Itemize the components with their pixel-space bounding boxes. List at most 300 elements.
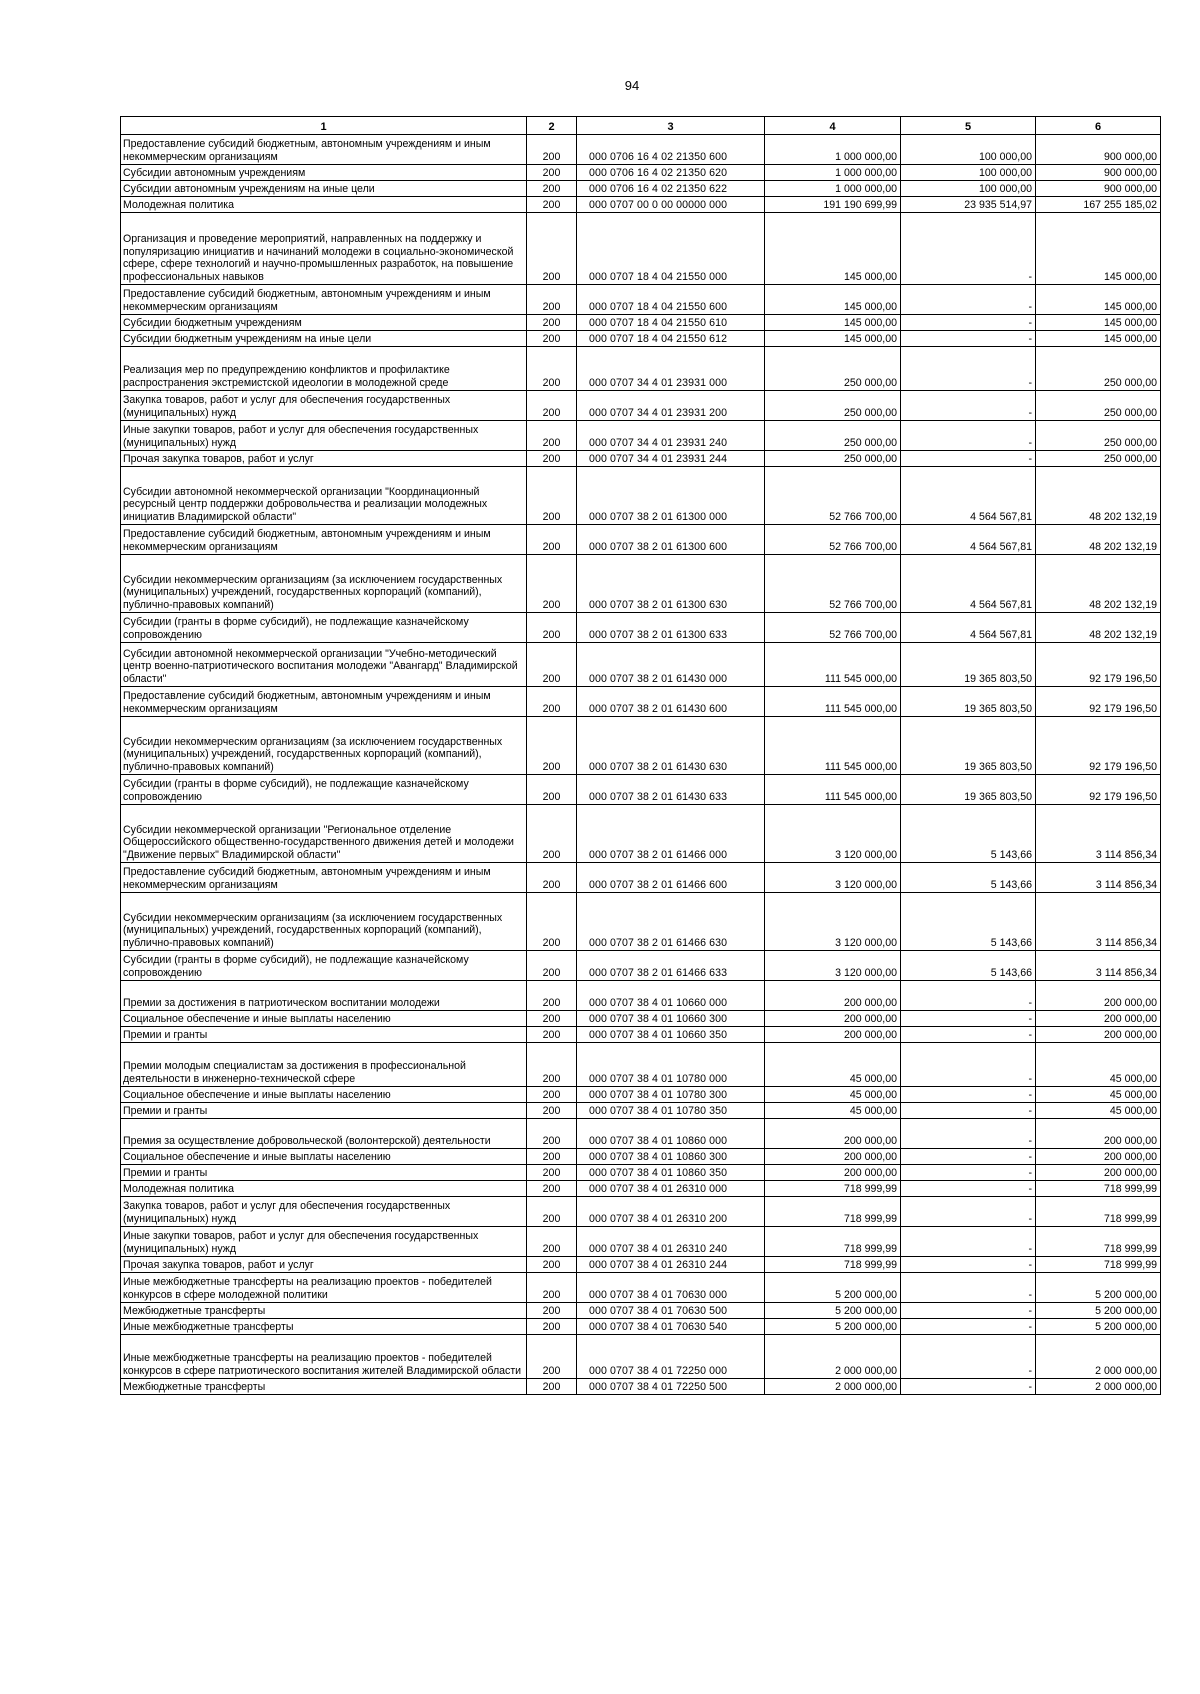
row-approved-amount: 250 000,00 [765, 451, 901, 467]
table-row [121, 421, 1161, 451]
row-name: Межбюджетные трансферты [121, 1303, 527, 1319]
row-budget-code: 000 0707 18 4 04 21550 610 [577, 315, 765, 331]
row-approved-amount: 200 000,00 [765, 1011, 901, 1027]
row-unexecuted-amount: 200 000,00 [1036, 1011, 1161, 1027]
row-approved-amount: 45 000,00 [765, 1043, 901, 1087]
row-budget-code: 000 0707 38 4 01 10660 000 [577, 981, 765, 1011]
row-admin-code: 200 [527, 1165, 577, 1181]
row-approved-amount: 250 000,00 [765, 347, 901, 391]
row-budget-code: 000 0707 38 4 01 26310 244 [577, 1257, 765, 1273]
row-executed-amount: - [901, 1011, 1036, 1027]
row-name: Организация и проведение мероприятий, направленных на поддержку и популяризацию инициатив и начинаний молодежи в социально-экономической сфере, сфере технологий и научно-промышленных разработок, на повышение профессиональных навыков [121, 213, 527, 285]
row-admin-code: 200 [527, 717, 577, 775]
row-approved-amount: 200 000,00 [765, 1165, 901, 1181]
row-budget-code: 000 0707 38 2 01 61300 630 [577, 555, 765, 613]
row-budget-code: 000 0706 16 4 02 21350 620 [577, 165, 765, 181]
row-executed-amount: - [901, 421, 1036, 451]
row-budget-code: 000 0707 38 4 01 26310 000 [577, 1181, 765, 1197]
row-admin-code: 200 [527, 467, 577, 525]
row-admin-code: 200 [527, 1379, 577, 1395]
row-name: Премии и гранты [121, 1027, 527, 1043]
row-executed-amount: - [901, 451, 1036, 467]
row-executed-amount: 4 564 567,81 [901, 467, 1036, 525]
row-name: Премия за осуществление добровольческой (волонтерской) деятельности [121, 1119, 527, 1149]
row-approved-amount: 250 000,00 [765, 391, 901, 421]
row-executed-amount: 19 365 803,50 [901, 687, 1036, 717]
row-admin-code: 200 [527, 347, 577, 391]
row-approved-amount: 111 545 000,00 [765, 687, 901, 717]
row-executed-amount: 19 365 803,50 [901, 775, 1036, 805]
row-name: Молодежная политика [121, 197, 527, 213]
row-executed-amount: - [901, 1165, 1036, 1181]
row-name: Социальное обеспечение и иные выплаты населению [121, 1087, 527, 1103]
header-row [121, 117, 1161, 135]
row-admin-code: 200 [527, 805, 577, 863]
table-row [121, 1119, 1161, 1149]
row-admin-code: 200 [527, 1197, 577, 1227]
row-approved-amount: 1 000 000,00 [765, 181, 901, 197]
row-executed-amount: - [901, 391, 1036, 421]
row-approved-amount: 5 200 000,00 [765, 1273, 901, 1303]
header-col-3: 3 [577, 117, 765, 135]
table-row [121, 1103, 1161, 1119]
row-approved-amount: 145 000,00 [765, 213, 901, 285]
header-col-2: 2 [527, 117, 577, 135]
row-executed-amount: 4 564 567,81 [901, 613, 1036, 643]
row-approved-amount: 5 200 000,00 [765, 1303, 901, 1319]
row-name: Субсидии некоммерческой организации "Региональное отделение Общероссийского общественно-государственного движения детей и молодежи "Движение первых" Владимирской области" [121, 805, 527, 863]
row-unexecuted-amount: 92 179 196,50 [1036, 717, 1161, 775]
row-name: Субсидии автономной некоммерческой организации "Учебно-методический центр военно-патриотического воспитания молодежи "Авангард" Владимирской области" [121, 643, 527, 687]
row-name: Субсидии бюджетным учреждениям [121, 315, 527, 331]
table-row [121, 717, 1161, 775]
table-row [121, 1087, 1161, 1103]
row-budget-code: 000 0707 38 2 01 61300 633 [577, 613, 765, 643]
row-approved-amount: 145 000,00 [765, 315, 901, 331]
table-row [121, 1273, 1161, 1303]
row-name: Иные межбюджетные трансферты на реализацию проектов - победителей конкурсов в сфере патриотического воспитания жителей Владимирской области [121, 1335, 527, 1379]
row-budget-code: 000 0707 38 4 01 70630 000 [577, 1273, 765, 1303]
row-budget-code: 000 0707 38 4 01 72250 500 [577, 1379, 765, 1395]
row-budget-code: 000 0707 38 2 01 61300 600 [577, 525, 765, 555]
row-admin-code: 200 [527, 1257, 577, 1273]
row-budget-code: 000 0707 38 4 01 10860 000 [577, 1119, 765, 1149]
row-admin-code: 200 [527, 1103, 577, 1119]
row-executed-amount: - [901, 347, 1036, 391]
table-row [121, 1165, 1161, 1181]
row-name: Закупка товаров, работ и услуг для обеспечения государственных (муниципальных) нужд [121, 391, 527, 421]
row-admin-code: 200 [527, 1303, 577, 1319]
row-admin-code: 200 [527, 451, 577, 467]
header-col-6: 6 [1036, 117, 1161, 135]
row-executed-amount: - [901, 1273, 1036, 1303]
row-unexecuted-amount: 718 999,99 [1036, 1197, 1161, 1227]
table-row [121, 213, 1161, 285]
table-row [121, 951, 1161, 981]
row-name: Реализация мер по предупреждению конфликтов и профилактике распространения экстремистской идеологии в молодежной среде [121, 347, 527, 391]
row-executed-amount: 5 143,66 [901, 893, 1036, 951]
row-name: Иные закупки товаров, работ и услуг для обеспечения государственных (муниципальных) нужд [121, 421, 527, 451]
row-name: Премии за достижения в патриотическом воспитании молодежи [121, 981, 527, 1011]
row-executed-amount: - [901, 285, 1036, 315]
table-row [121, 643, 1161, 687]
row-executed-amount: - [901, 315, 1036, 331]
row-executed-amount: - [901, 1043, 1036, 1087]
row-unexecuted-amount: 48 202 132,19 [1036, 467, 1161, 525]
row-budget-code: 000 0707 38 2 01 61466 600 [577, 863, 765, 893]
row-approved-amount: 111 545 000,00 [765, 643, 901, 687]
row-name: Иные межбюджетные трансферты [121, 1319, 527, 1335]
row-executed-amount: 5 143,66 [901, 863, 1036, 893]
row-unexecuted-amount: 200 000,00 [1036, 1165, 1161, 1181]
row-budget-code: 000 0707 38 2 01 61430 600 [577, 687, 765, 717]
row-admin-code: 200 [527, 1273, 577, 1303]
row-unexecuted-amount: 48 202 132,19 [1036, 613, 1161, 643]
row-unexecuted-amount: 45 000,00 [1036, 1087, 1161, 1103]
row-budget-code: 000 0707 38 4 01 26310 200 [577, 1197, 765, 1227]
row-name: Предоставление субсидий бюджетным, автономным учреждениям и иным некоммерческим организациям [121, 135, 527, 165]
row-approved-amount: 145 000,00 [765, 331, 901, 347]
row-unexecuted-amount: 48 202 132,19 [1036, 555, 1161, 613]
row-budget-code: 000 0707 38 4 01 10780 300 [577, 1087, 765, 1103]
row-unexecuted-amount: 200 000,00 [1036, 1119, 1161, 1149]
row-budget-code: 000 0707 18 4 04 21550 000 [577, 213, 765, 285]
row-name: Субсидии бюджетным учреждениям на иные цели [121, 331, 527, 347]
table-row [121, 1011, 1161, 1027]
row-name: Предоставление субсидий бюджетным, автономным учреждениям и иным некоммерческим организациям [121, 687, 527, 717]
row-unexecuted-amount: 3 114 856,34 [1036, 951, 1161, 981]
table-row [121, 197, 1161, 213]
table-row [121, 1257, 1161, 1273]
row-budget-code: 000 0707 34 4 01 23931 000 [577, 347, 765, 391]
row-unexecuted-amount: 145 000,00 [1036, 315, 1161, 331]
row-budget-code: 000 0707 34 4 01 23931 240 [577, 421, 765, 451]
row-admin-code: 200 [527, 1149, 577, 1165]
row-approved-amount: 1 000 000,00 [765, 165, 901, 181]
row-admin-code: 200 [527, 135, 577, 165]
row-unexecuted-amount: 3 114 856,34 [1036, 863, 1161, 893]
row-executed-amount: - [901, 1227, 1036, 1257]
row-unexecuted-amount: 3 114 856,34 [1036, 893, 1161, 951]
row-admin-code: 200 [527, 555, 577, 613]
row-unexecuted-amount: 92 179 196,50 [1036, 643, 1161, 687]
row-budget-code: 000 0707 38 4 01 10780 350 [577, 1103, 765, 1119]
table-row [121, 391, 1161, 421]
table-row [121, 687, 1161, 717]
table-row [121, 135, 1161, 165]
row-approved-amount: 200 000,00 [765, 1119, 901, 1149]
row-name: Субсидии автономным учреждениям на иные цели [121, 181, 527, 197]
row-unexecuted-amount: 2 000 000,00 [1036, 1379, 1161, 1395]
table-row [121, 893, 1161, 951]
row-admin-code: 200 [527, 197, 577, 213]
row-unexecuted-amount: 250 000,00 [1036, 391, 1161, 421]
row-admin-code: 200 [527, 863, 577, 893]
row-budget-code: 000 0707 38 4 01 10660 300 [577, 1011, 765, 1027]
row-approved-amount: 5 200 000,00 [765, 1319, 901, 1335]
row-unexecuted-amount: 92 179 196,50 [1036, 687, 1161, 717]
row-executed-amount: - [901, 1181, 1036, 1197]
row-name: Субсидии некоммерческим организациям (за исключением государственных (муниципальных) учреждений, государственных корпораций (компаний), публично-правовых компаний) [121, 717, 527, 775]
row-unexecuted-amount: 900 000,00 [1036, 135, 1161, 165]
table-row [121, 863, 1161, 893]
row-name: Субсидии (гранты в форме субсидий), не подлежащие казначейскому сопровождению [121, 951, 527, 981]
row-admin-code: 200 [527, 421, 577, 451]
row-admin-code: 200 [527, 1319, 577, 1335]
row-unexecuted-amount: 92 179 196,50 [1036, 775, 1161, 805]
row-approved-amount: 111 545 000,00 [765, 775, 901, 805]
row-approved-amount: 718 999,99 [765, 1227, 901, 1257]
row-admin-code: 200 [527, 1011, 577, 1027]
row-executed-amount: 19 365 803,50 [901, 643, 1036, 687]
row-executed-amount: - [901, 1119, 1036, 1149]
table-row [121, 1197, 1161, 1227]
row-admin-code: 200 [527, 331, 577, 347]
table-row [121, 1149, 1161, 1165]
table-row [121, 165, 1161, 181]
row-approved-amount: 45 000,00 [765, 1087, 901, 1103]
table-row [121, 1319, 1161, 1335]
row-executed-amount: 100 000,00 [901, 181, 1036, 197]
row-approved-amount: 718 999,99 [765, 1181, 901, 1197]
row-admin-code: 200 [527, 1119, 577, 1149]
row-admin-code: 200 [527, 181, 577, 197]
table-row [121, 1027, 1161, 1043]
row-unexecuted-amount: 250 000,00 [1036, 347, 1161, 391]
row-approved-amount: 200 000,00 [765, 981, 901, 1011]
row-budget-code: 000 0707 00 0 00 00000 000 [577, 197, 765, 213]
row-approved-amount: 52 766 700,00 [765, 525, 901, 555]
row-unexecuted-amount: 5 200 000,00 [1036, 1273, 1161, 1303]
row-admin-code: 200 [527, 315, 577, 331]
row-executed-amount: - [901, 1303, 1036, 1319]
row-approved-amount: 3 120 000,00 [765, 893, 901, 951]
row-name: Иные межбюджетные трансферты на реализацию проектов - победителей конкурсов в сфере молодежной политики [121, 1273, 527, 1303]
table-row [121, 331, 1161, 347]
page-number: 94 [624, 78, 640, 93]
row-executed-amount: - [901, 981, 1036, 1011]
row-name: Субсидии некоммерческим организациям (за исключением государственных (муниципальных) учреждений, государственных корпораций (компаний), публично-правовых компаний) [121, 555, 527, 613]
table-row [121, 315, 1161, 331]
row-name: Молодежная политика [121, 1181, 527, 1197]
row-admin-code: 200 [527, 1227, 577, 1257]
table-row [121, 1227, 1161, 1257]
row-executed-amount: - [901, 213, 1036, 285]
row-admin-code: 200 [527, 1335, 577, 1379]
row-executed-amount: - [901, 1087, 1036, 1103]
row-admin-code: 200 [527, 613, 577, 643]
row-executed-amount: - [901, 1319, 1036, 1335]
row-admin-code: 200 [527, 285, 577, 315]
row-executed-amount: - [901, 1149, 1036, 1165]
row-name: Закупка товаров, работ и услуг для обеспечения государственных (муниципальных) нужд [121, 1197, 527, 1227]
row-approved-amount: 3 120 000,00 [765, 863, 901, 893]
row-name: Субсидии (гранты в форме субсидий), не подлежащие казначейскому сопровождению [121, 613, 527, 643]
row-approved-amount: 2 000 000,00 [765, 1379, 901, 1395]
row-budget-code: 000 0707 38 4 01 70630 540 [577, 1319, 765, 1335]
table-row [121, 1335, 1161, 1379]
table-row [121, 467, 1161, 525]
row-executed-amount: 19 365 803,50 [901, 717, 1036, 775]
row-approved-amount: 3 120 000,00 [765, 805, 901, 863]
table-row [121, 775, 1161, 805]
row-admin-code: 200 [527, 981, 577, 1011]
table-row [121, 1181, 1161, 1197]
row-admin-code: 200 [527, 687, 577, 717]
row-budget-code: 000 0707 38 2 01 61430 630 [577, 717, 765, 775]
row-approved-amount: 200 000,00 [765, 1149, 901, 1165]
row-unexecuted-amount: 718 999,99 [1036, 1227, 1161, 1257]
row-admin-code: 200 [527, 213, 577, 285]
row-name: Премии молодым специалистам за достижения в профессиональной деятельности в инженерно-технической сфере [121, 1043, 527, 1087]
table-row [121, 613, 1161, 643]
row-approved-amount: 2 000 000,00 [765, 1335, 901, 1379]
row-budget-code: 000 0707 38 2 01 61466 000 [577, 805, 765, 863]
row-name: Субсидии автономным учреждениям [121, 165, 527, 181]
row-name: Межбюджетные трансферты [121, 1379, 527, 1395]
row-admin-code: 200 [527, 775, 577, 805]
row-budget-code: 000 0707 38 4 01 10660 350 [577, 1027, 765, 1043]
row-unexecuted-amount: 3 114 856,34 [1036, 805, 1161, 863]
row-approved-amount: 52 766 700,00 [765, 555, 901, 613]
row-approved-amount: 200 000,00 [765, 1027, 901, 1043]
row-name: Предоставление субсидий бюджетным, автономным учреждениям и иным некоммерческим организациям [121, 863, 527, 893]
row-executed-amount: - [901, 1027, 1036, 1043]
row-admin-code: 200 [527, 525, 577, 555]
row-executed-amount: 5 143,66 [901, 805, 1036, 863]
row-unexecuted-amount: 5 200 000,00 [1036, 1319, 1161, 1335]
row-approved-amount: 3 120 000,00 [765, 951, 901, 981]
table-row [121, 451, 1161, 467]
row-executed-amount: 23 935 514,97 [901, 197, 1036, 213]
header-col-4: 4 [765, 117, 901, 135]
budget-execution-table [120, 116, 1161, 1395]
row-admin-code: 200 [527, 1043, 577, 1087]
row-executed-amount: - [901, 1197, 1036, 1227]
row-admin-code: 200 [527, 1027, 577, 1043]
row-name: Предоставление субсидий бюджетным, автономным учреждениям и иным некоммерческим организациям [121, 525, 527, 555]
table-row [121, 1043, 1161, 1087]
row-name: Предоставление субсидий бюджетным, автономным учреждениям и иным некоммерческим организациям [121, 285, 527, 315]
row-budget-code: 000 0707 38 4 01 72250 000 [577, 1335, 765, 1379]
row-name: Субсидии некоммерческим организациям (за исключением государственных (муниципальных) учреждений, государственных корпораций (компаний), публично-правовых компаний) [121, 893, 527, 951]
table-row [121, 525, 1161, 555]
row-name: Субсидии автономной некоммерческой организации "Координационный ресурсный центр поддержки добровольчества и реализации молодежных инициатив Владимирской области" [121, 467, 527, 525]
row-approved-amount: 45 000,00 [765, 1103, 901, 1119]
row-approved-amount: 1 000 000,00 [765, 135, 901, 165]
row-name: Премии и гранты [121, 1165, 527, 1181]
row-approved-amount: 718 999,99 [765, 1257, 901, 1273]
row-admin-code: 200 [527, 165, 577, 181]
table-row [121, 1303, 1161, 1319]
row-unexecuted-amount: 200 000,00 [1036, 1027, 1161, 1043]
row-name: Социальное обеспечение и иные выплаты населению [121, 1011, 527, 1027]
row-unexecuted-amount: 2 000 000,00 [1036, 1335, 1161, 1379]
row-approved-amount: 145 000,00 [765, 285, 901, 315]
table-row [121, 285, 1161, 315]
row-admin-code: 200 [527, 1181, 577, 1197]
row-unexecuted-amount: 250 000,00 [1036, 421, 1161, 451]
row-budget-code: 000 0707 18 4 04 21550 612 [577, 331, 765, 347]
row-budget-code: 000 0707 38 2 01 61430 000 [577, 643, 765, 687]
row-name: Прочая закупка товаров, работ и услуг [121, 1257, 527, 1273]
row-budget-code: 000 0707 38 4 01 10860 300 [577, 1149, 765, 1165]
row-unexecuted-amount: 718 999,99 [1036, 1181, 1161, 1197]
row-unexecuted-amount: 48 202 132,19 [1036, 525, 1161, 555]
row-name: Иные закупки товаров, работ и услуг для обеспечения государственных (муниципальных) нужд [121, 1227, 527, 1257]
row-budget-code: 000 0706 16 4 02 21350 622 [577, 181, 765, 197]
table-row [121, 1379, 1161, 1395]
row-admin-code: 200 [527, 643, 577, 687]
header-col-5: 5 [901, 117, 1036, 135]
row-admin-code: 200 [527, 1087, 577, 1103]
row-name: Прочая закупка товаров, работ и услуг [121, 451, 527, 467]
row-unexecuted-amount: 200 000,00 [1036, 981, 1161, 1011]
row-approved-amount: 718 999,99 [765, 1197, 901, 1227]
table-row [121, 181, 1161, 197]
row-name: Социальное обеспечение и иные выплаты населению [121, 1149, 527, 1165]
row-budget-code: 000 0706 16 4 02 21350 600 [577, 135, 765, 165]
row-executed-amount: 5 143,66 [901, 951, 1036, 981]
row-budget-code: 000 0707 38 2 01 61466 630 [577, 893, 765, 951]
row-admin-code: 200 [527, 893, 577, 951]
row-executed-amount: - [901, 1379, 1036, 1395]
row-unexecuted-amount: 145 000,00 [1036, 213, 1161, 285]
row-approved-amount: 191 190 699,99 [765, 197, 901, 213]
row-unexecuted-amount: 900 000,00 [1036, 181, 1161, 197]
row-unexecuted-amount: 900 000,00 [1036, 165, 1161, 181]
row-budget-code: 000 0707 34 4 01 23931 244 [577, 451, 765, 467]
table-row [121, 981, 1161, 1011]
row-budget-code: 000 0707 38 4 01 10780 000 [577, 1043, 765, 1087]
row-unexecuted-amount: 45 000,00 [1036, 1103, 1161, 1119]
row-name: Субсидии (гранты в форме субсидий), не подлежащие казначейскому сопровождению [121, 775, 527, 805]
table-row [121, 347, 1161, 391]
row-budget-code: 000 0707 38 4 01 26310 240 [577, 1227, 765, 1257]
row-budget-code: 000 0707 34 4 01 23931 200 [577, 391, 765, 421]
row-unexecuted-amount: 145 000,00 [1036, 331, 1161, 347]
header-col-1: 1 [121, 117, 527, 135]
row-name: Премии и гранты [121, 1103, 527, 1119]
table-body [121, 135, 1161, 1395]
row-unexecuted-amount: 167 255 185,02 [1036, 197, 1161, 213]
row-budget-code: 000 0707 38 4 01 10860 350 [577, 1165, 765, 1181]
table-row [121, 805, 1161, 863]
row-executed-amount: - [901, 1103, 1036, 1119]
row-unexecuted-amount: 145 000,00 [1036, 285, 1161, 315]
row-executed-amount: 100 000,00 [901, 165, 1036, 181]
row-budget-code: 000 0707 38 4 01 70630 500 [577, 1303, 765, 1319]
row-executed-amount: - [901, 331, 1036, 347]
row-unexecuted-amount: 200 000,00 [1036, 1149, 1161, 1165]
row-budget-code: 000 0707 18 4 04 21550 600 [577, 285, 765, 315]
row-budget-code: 000 0707 38 2 01 61430 633 [577, 775, 765, 805]
row-approved-amount: 52 766 700,00 [765, 467, 901, 525]
row-admin-code: 200 [527, 391, 577, 421]
row-unexecuted-amount: 5 200 000,00 [1036, 1303, 1161, 1319]
row-executed-amount: - [901, 1335, 1036, 1379]
row-approved-amount: 111 545 000,00 [765, 717, 901, 775]
row-budget-code: 000 0707 38 2 01 61300 000 [577, 467, 765, 525]
row-unexecuted-amount: 45 000,00 [1036, 1043, 1161, 1087]
row-budget-code: 000 0707 38 2 01 61466 633 [577, 951, 765, 981]
row-unexecuted-amount: 250 000,00 [1036, 451, 1161, 467]
row-executed-amount: 4 564 567,81 [901, 555, 1036, 613]
row-executed-amount: 100 000,00 [901, 135, 1036, 165]
row-executed-amount: - [901, 1257, 1036, 1273]
table-row [121, 555, 1161, 613]
row-approved-amount: 250 000,00 [765, 421, 901, 451]
